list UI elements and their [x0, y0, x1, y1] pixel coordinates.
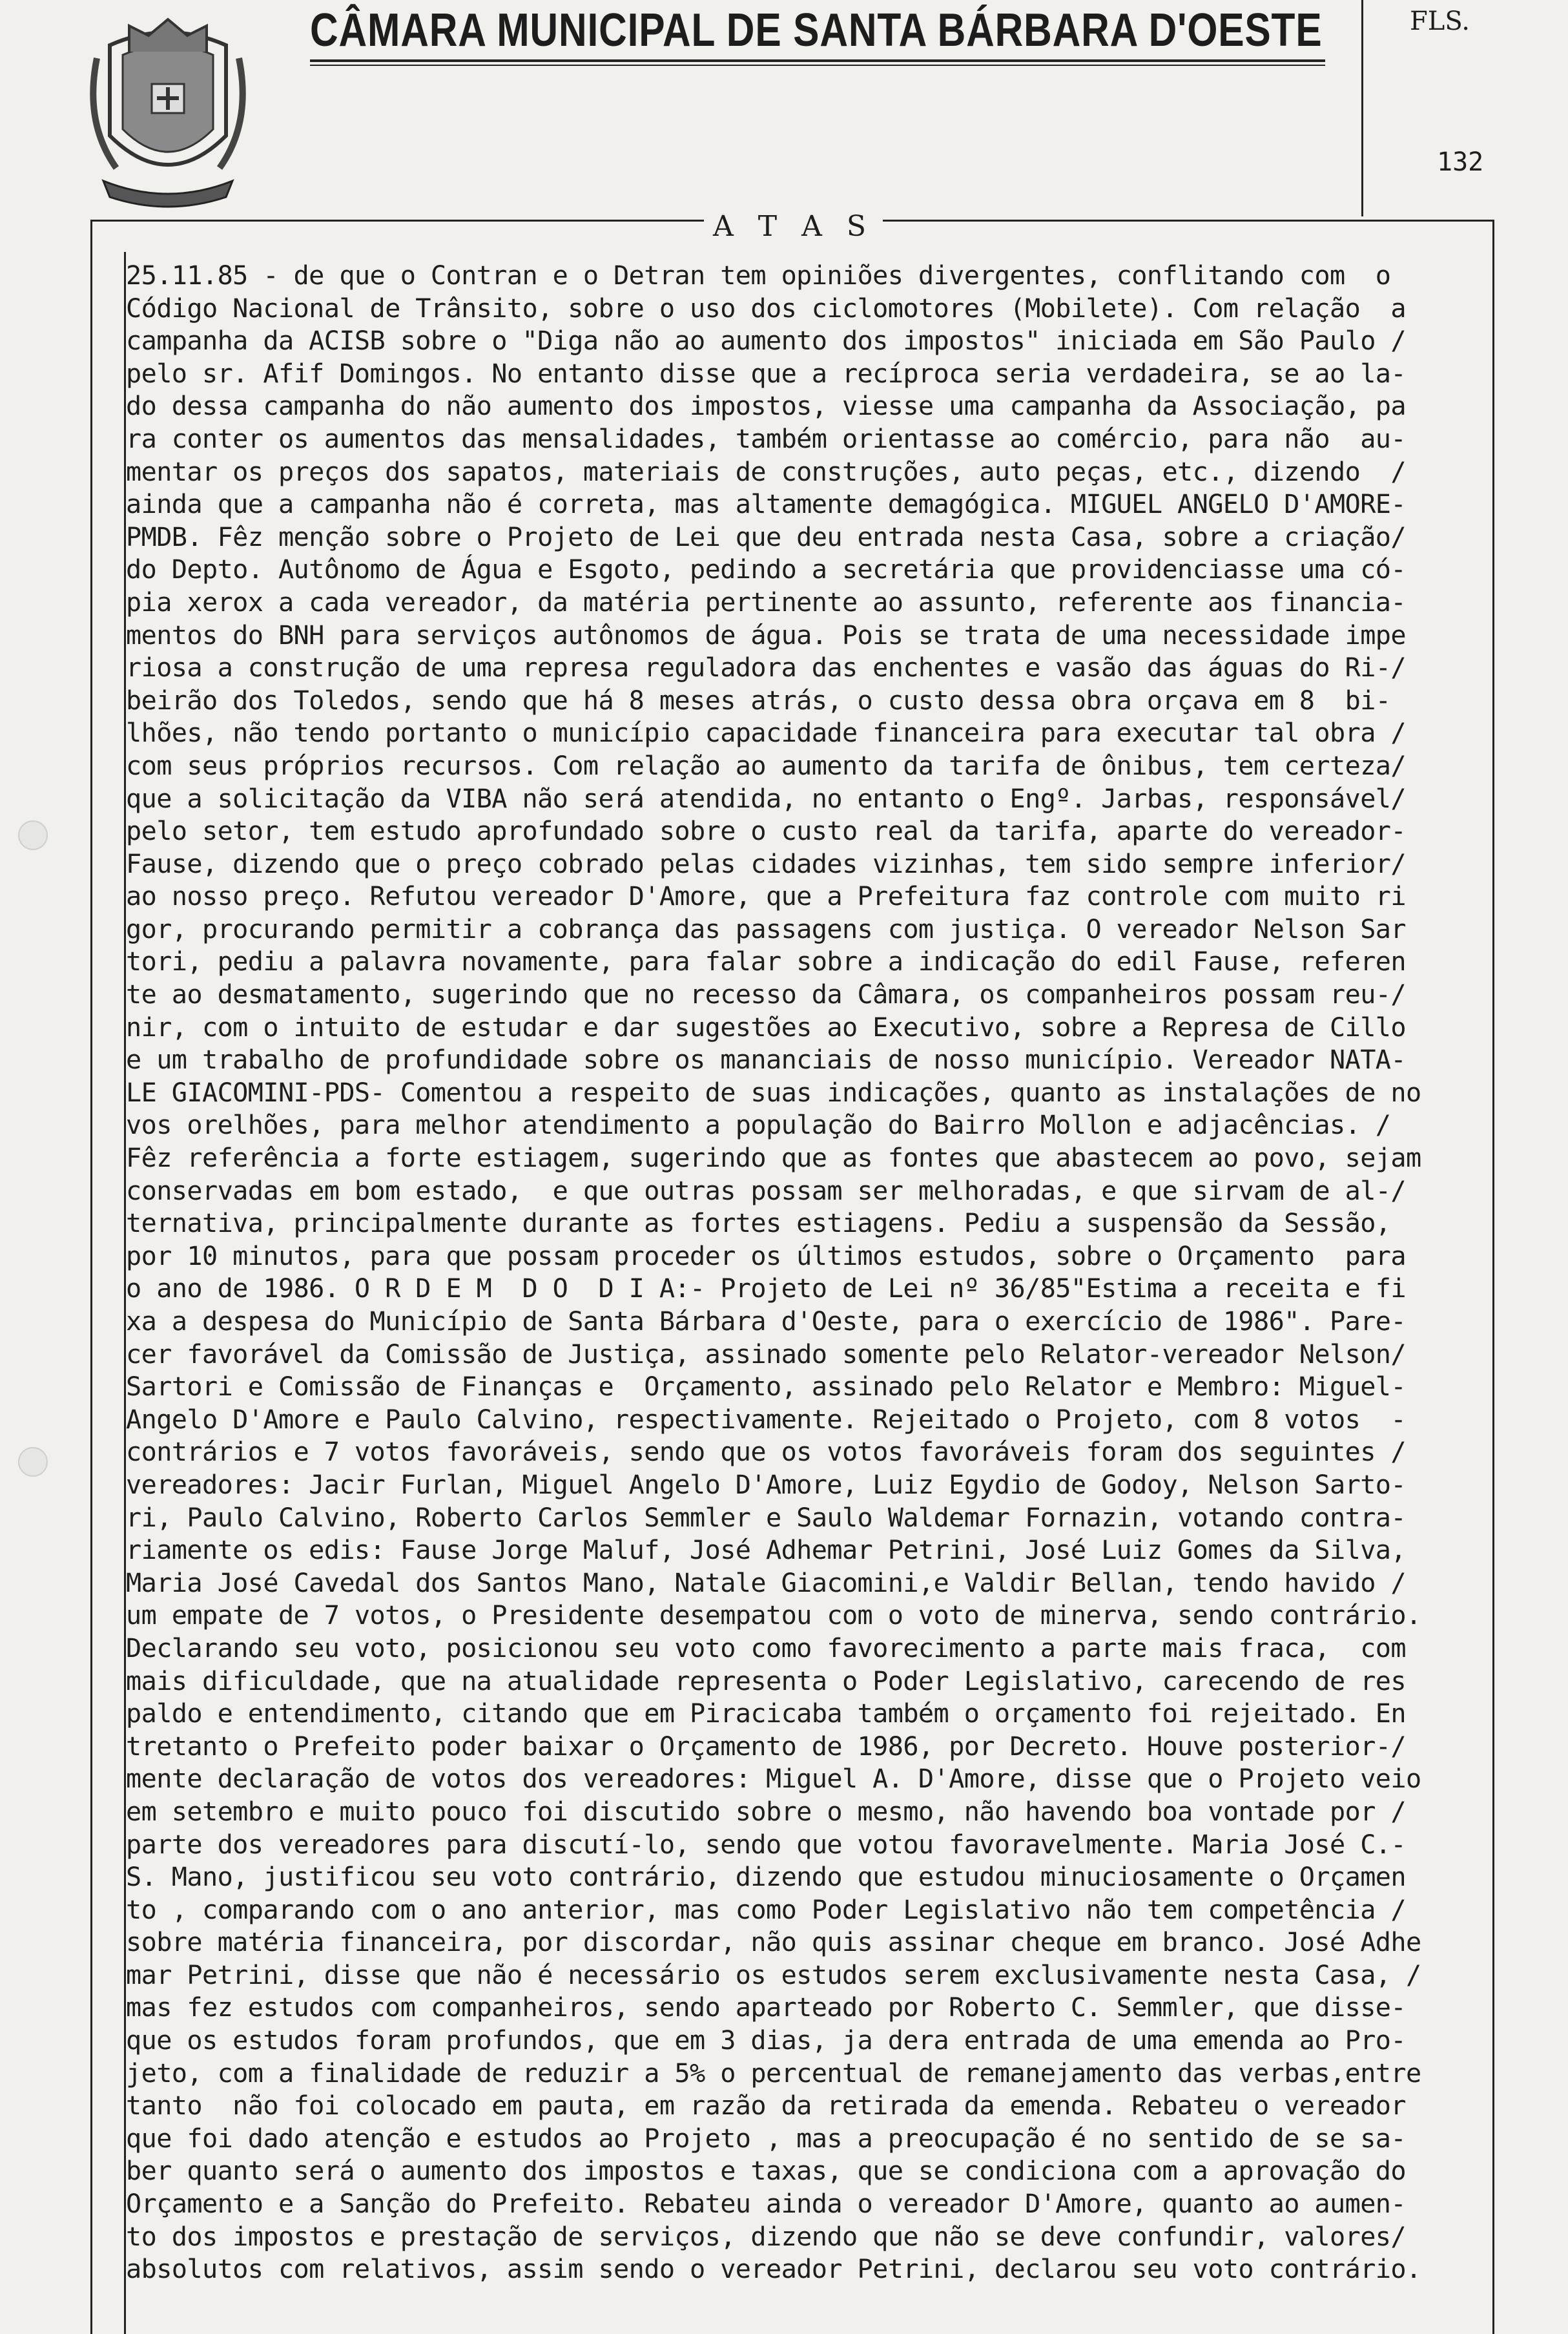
text-line: do dessa campanha do não aumento dos impostos, viesse uma campanha da Associação, pa: [126, 391, 1406, 422]
text-line: tanto não foi colocado em pauta, em razão da retirada da emenda. Rebateu o vereador: [126, 2091, 1406, 2121]
text-line: mente declaração de votos dos vereadores: Miguel A. D'Amore, disse que o Projeto veio: [126, 1764, 1421, 1795]
text-line: e um trabalho de profundidade sobre os mananciais de nosso município. Vereador NATA-: [126, 1045, 1406, 1076]
text-line: em setembro e muito pouco foi discutido sobre o mesmo, não havendo boa vontade por /: [126, 1797, 1406, 1827]
text-line: pia xerox a cada vereador, da matéria pertinente ao assunto, referente aos financia-: [126, 587, 1406, 618]
text-line: Código Nacional de Trânsito, sobre o uso dos ciclomotores (Mobilete). Com relação a: [126, 293, 1406, 324]
text-line: Angelo D'Amore e Paulo Calvino, respectivamente. Rejeitado o Projeto, com 8 votos -: [126, 1404, 1406, 1435]
text-line: um empate de 7 votos, o Presidente desempatou com o voto de minerva, sendo contrário.: [126, 1601, 1421, 1631]
minutes-body: [126, 260, 1521, 2286]
section-title: A T A S: [704, 210, 883, 243]
text-line: por 10 minutos, para que possam proceder os últimos estudos, sobre o Orçamento para: [126, 1241, 1406, 1271]
text-line: campanha da ACISB sobre o "Diga não ao aumento dos impostos" iniciada em São Paulo /: [126, 326, 1406, 357]
text-line: gor, procurando permitir a cobrança das passagens com justiça. O vereador Nelson Sar: [126, 914, 1406, 944]
text-line: conservadas em bom estado, e que outras possam ser melhoradas, e que sirvam de al-/: [126, 1176, 1406, 1206]
text-line: tretanto o Prefeito poder baixar o Orçamento de 1986, por Decreto. Houve posterior-/: [126, 1731, 1406, 1762]
text-line: parte dos vereadores para discutí-lo, sendo que votou favoravelmente. Maria José C.-: [126, 1829, 1406, 1860]
header-divider: [1361, 0, 1363, 216]
text-line: do Depto. Autônomo de Água e Esgoto, pedindo a secretária que providenciasse uma có-: [126, 555, 1406, 585]
text-line: mentar os preços dos sapatos, materiais de construções, auto peças, etc., dizendo /: [126, 457, 1406, 487]
text-line: ao nosso preço. Refutou vereador D'Amore, que a Prefeitura faz controle com muito ri: [126, 882, 1406, 912]
binder-hole: [18, 1447, 48, 1477]
text-line: ri, Paulo Calvino, Roberto Carlos Semmler e Saulo Waldemar Fornazin, votando contra-: [126, 1503, 1406, 1533]
text-line: Declarando seu voto, posicionou seu voto como favorecimento a parte mais fraca, com: [126, 1633, 1406, 1663]
binder-hole: [18, 820, 48, 850]
text-line: Orçamento e a Sanção do Prefeito. Rebateu ainda o vereador D'Amore, quanto ao aumen-: [126, 2189, 1406, 2220]
text-line: ber quanto será o aumento dos impostos e taxas, que se condiciona com a aprovação do: [126, 2156, 1406, 2187]
text-line: 25.11.85 - de que o Contran e o Detran tem opiniões divergentes, conflitando com o: [126, 261, 1391, 291]
text-line: que a solicitação da VIBA não será atendida, no entanto o Engº. Jarbas, responsável/: [126, 784, 1406, 814]
page-number: 132: [1437, 147, 1484, 177]
text-line: que foi dado atenção e estudos ao Projeto , mas a preocupação é no sentido de se sa-: [126, 2123, 1406, 2154]
text-line: Sartori e Comissão de Finanças e Orçamento, assinado pelo Relator e Membro: Miguel-: [126, 1372, 1406, 1402]
text-line: to dos impostos e prestação de serviços, dizendo que não se deve confundir, valores/: [126, 2222, 1406, 2252]
text-line: que os estudos foram profundos, que em 3 dias, ja dera entrada de uma emenda ao Pro-: [126, 2026, 1406, 2056]
text-line: PMDB. Fêz menção sobre o Projeto de Lei que deu entrada nesta Casa, sobre a criação/: [126, 522, 1406, 552]
text-line: mar Petrini, disse que não é necessário os estudos serem exclusivamente nesta Casa, /: [126, 1960, 1421, 1990]
text-line: mais dificuldade, que na atualidade representa o Poder Legislativo, carecendo de res: [126, 1666, 1406, 1696]
text-line: te ao desmatamento, sugerindo que no recesso da Câmara, os companheiros possam reu-/: [126, 980, 1406, 1010]
text-line: com seus próprios recursos. Com relação ao aumento da tarifa de ônibus, tem certeza/: [126, 751, 1406, 781]
text-line: Fause, dizendo que o preço cobrado pelas cidades vizinhas, tem sido sempre inferior/: [126, 849, 1406, 879]
text-line: contrários e 7 votos favoráveis, sendo que os votos favoráveis foram dos seguintes /: [126, 1437, 1406, 1468]
text-line: riamente os edis: Fause Jorge Maluf, José Adhemar Petrini, José Luiz Gomes da Silva,: [126, 1536, 1406, 1566]
text-line: jeto, com a finalidade de reduzir a 5% o percentual de remanejamento das verbas,entre: [126, 2058, 1421, 2089]
text-line: paldo e entendimento, citando que em Piracicaba também o orçamento foi rejeitado. En: [126, 1699, 1406, 1729]
text-line: cer favorável da Comissão de Justiça, assinado somente pelo Relator-vereador Nelson/: [126, 1339, 1406, 1370]
title-underline-thin: [310, 65, 1325, 66]
text-line: lhões, não tendo portanto o município capacidade financeira para executar tal obra /: [126, 718, 1406, 749]
text-line: mentos do BNH para serviços autônomos de água. Pois se trata de uma necessidade impe: [126, 620, 1406, 651]
text-line: riosa a construção de uma represa reguladora das enchentes e vasão das águas do Ri-/: [126, 653, 1406, 683]
text-line: xa a despesa do Município de Santa Bárbara d'Oeste, para o exercício de 1986". Pare-: [126, 1307, 1406, 1337]
text-line: ainda que a campanha não é correta, mas altamente demagógica. MIGUEL ANGELO D'AMORE-: [126, 490, 1406, 520]
text-line: LE GIACOMINI-PDS- Comentou a respeito de suas indicações, quanto as instalações de no: [126, 1078, 1421, 1108]
text-line: o ano de 1986. O R D E M D O D I A:- Projeto de Lei nº 36/85"Estima a receita e fi: [126, 1274, 1406, 1304]
text-line: pelo sr. Afif Domingos. No entanto disse que a recíproca seria verdadeira, se ao la-: [126, 359, 1406, 389]
text-line: beirão dos Toledos, sendo que há 8 meses atrás, o custo dessa obra orçava em 8 bi-: [126, 685, 1391, 716]
page-title: CÂMARA MUNICIPAL DE SANTA BÁRBARA D'OESTE: [310, 5, 1323, 56]
text-line: ternativa, principalmente durante as fortes estiagens. Pediu a suspensão da Sessão,: [126, 1209, 1391, 1239]
text-line: pelo setor, tem estudo aprofundado sobre o custo real da tarifa, aparte do vereador-: [126, 817, 1406, 847]
text-line: tori, pediu a palavra novamente, para falar sobre a indicação do edil Fause, referen: [126, 947, 1406, 977]
text-line: vos orelhões, para melhor atendimento a população do Bairro Mollon e adjacências. /: [126, 1110, 1391, 1141]
text-line: ra conter os aumentos das mensalidades, também orientasse ao comércio, para não au-: [126, 424, 1406, 454]
text-line: S. Mano, justificou seu voto contrário, dizendo que estudou minuciosamente o Orçamen: [126, 1862, 1406, 1893]
municipal-coat-of-arms-icon: [71, 6, 265, 213]
text-line: absolutos com relativos, assim sendo o vereador Petrini, declarou seu voto contrário.: [126, 2255, 1421, 2285]
text-line: Fêz referência a forte estiagem, sugerindo que as fontes que abastecem ao povo, sejam: [126, 1143, 1421, 1174]
fls-label: FLS.: [1410, 6, 1470, 36]
title-underline: [310, 59, 1325, 62]
text-line: nir, com o intuito de estudar e dar sugestões ao Executivo, sobre a Represa de Cillo: [126, 1012, 1406, 1043]
text-line: Maria José Cavedal dos Santos Mano, Natale Giacomini,e Valdir Bellan, tendo havido /: [126, 1568, 1406, 1598]
text-line: sobre matéria financeira, por discordar, não quis assinar cheque em branco. José Adhe: [126, 1928, 1421, 1958]
text-line: vereadores: Jacir Furlan, Miguel Angelo D'Amore, Luiz Egydio de Godoy, Nelson Sarto-: [126, 1470, 1406, 1500]
text-line: mas fez estudos com companheiros, sendo aparteado por Roberto C. Semmler, que disse-: [126, 1993, 1406, 2023]
text-line: to , comparando com o ano anterior, mas como Poder Legislativo não tem competência /: [126, 1895, 1406, 1925]
